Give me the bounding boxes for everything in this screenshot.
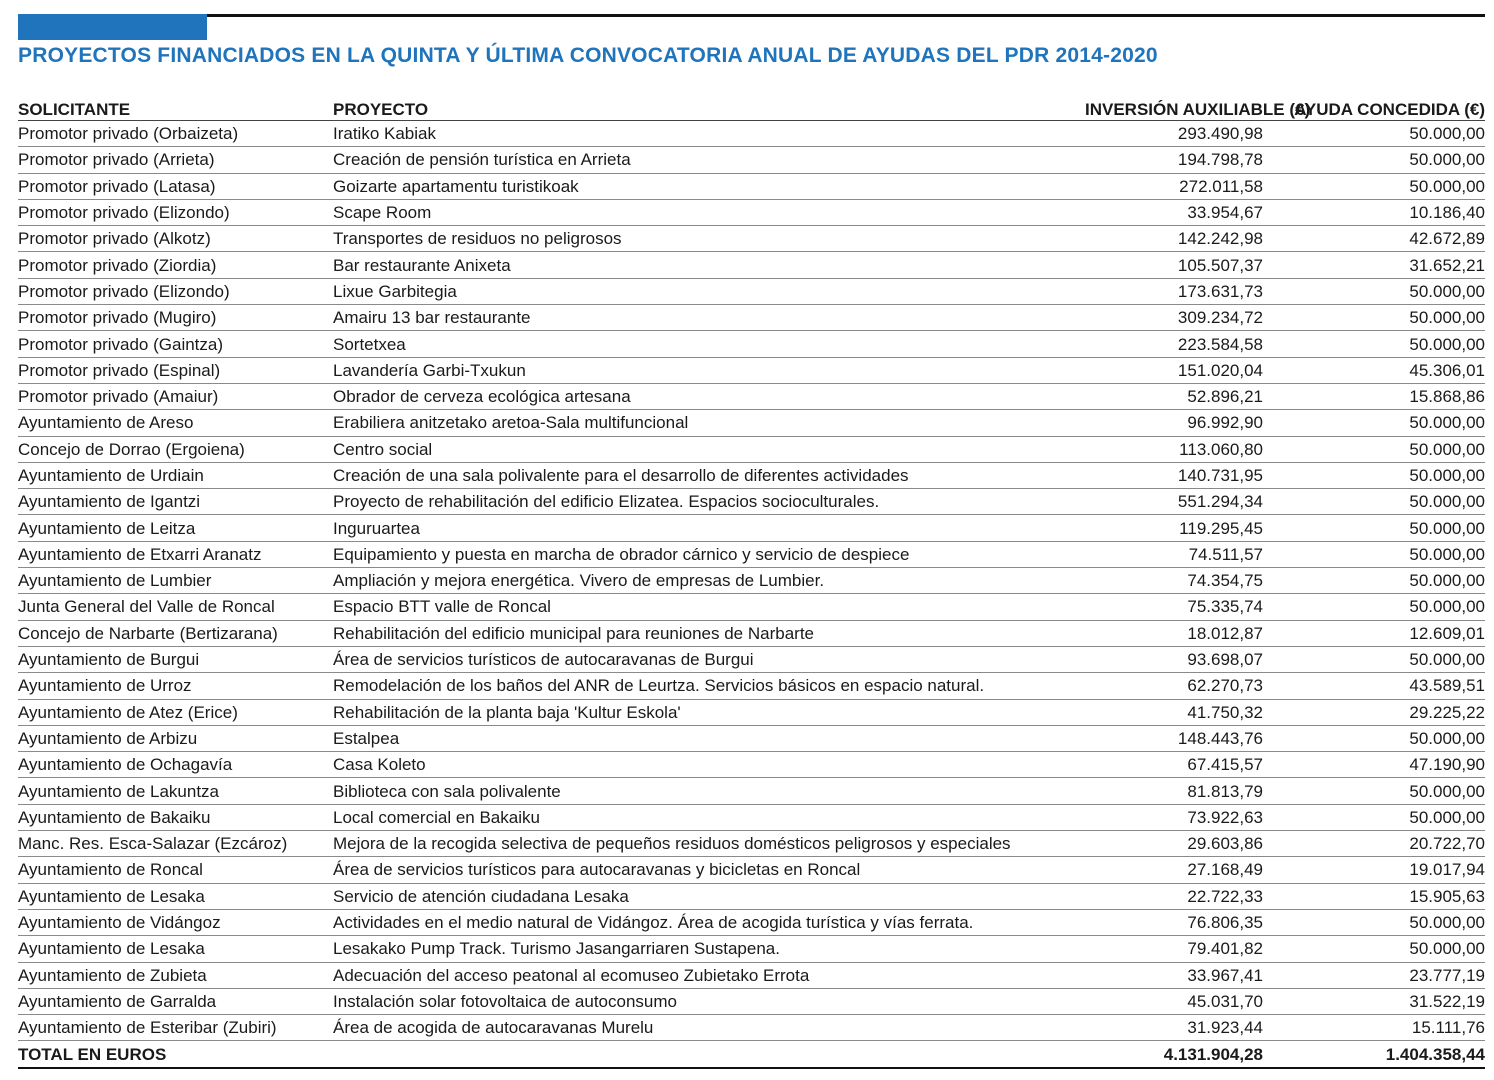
ayuda-cell: 50.000,00: [1263, 436, 1485, 462]
ayuda-cell: 43.589,51: [1263, 673, 1485, 699]
table-row: [18, 594, 1485, 620]
ayuda-cell: 50.000,00: [1263, 936, 1485, 962]
proyecto-cell: Lixue Garbitegia: [330, 278, 1085, 304]
solicitante-cell: Promotor privado (Latasa): [18, 173, 330, 199]
inversion-cell: 67.415,57: [1085, 752, 1263, 778]
proyecto-cell: Erabiliera anitzetako aretoa-Sala multifuncional: [330, 410, 1085, 436]
proyecto-cell: Mejora de la recogida selectiva de pequeños residuos domésticos peligrosos y especiales: [330, 831, 1085, 857]
table-row: [18, 1015, 1485, 1041]
inversion-cell: 73.922,63: [1085, 804, 1263, 830]
inversion-cell: 75.335,74: [1085, 594, 1263, 620]
table-row: [18, 725, 1485, 751]
table-row: [18, 883, 1485, 909]
column-header-solicitante: SOLICITANTE: [18, 94, 330, 121]
inversion-cell: 173.631,73: [1085, 278, 1263, 304]
inversion-cell: 113.060,80: [1085, 436, 1263, 462]
ayuda-cell: 50.000,00: [1263, 778, 1485, 804]
ayuda-cell: 50.000,00: [1263, 594, 1485, 620]
page-title: PROYECTOS FINANCIADOS EN LA QUINTA Y ÚLTIMA CONVOCATORIA ANUAL DE AYUDAS DEL PDR 2014-2020: [18, 44, 1158, 67]
total-label: TOTAL EN EUROS: [18, 1041, 330, 1068]
table-row: [18, 331, 1485, 357]
total-row: [18, 1041, 1485, 1068]
table-row: [18, 278, 1485, 304]
solicitante-cell: Ayuntamiento de Garralda: [18, 988, 330, 1014]
table-row: [18, 804, 1485, 830]
top-accent-block: [18, 14, 207, 40]
table-row: [18, 199, 1485, 225]
ayuda-cell: 50.000,00: [1263, 804, 1485, 830]
inversion-cell: 62.270,73: [1085, 673, 1263, 699]
proyecto-cell: Ampliación y mejora energética. Vivero de empresas de Lumbier.: [330, 568, 1085, 594]
table-row: [18, 147, 1485, 173]
solicitante-cell: Ayuntamiento de Roncal: [18, 857, 330, 883]
solicitante-cell: Concejo de Narbarte (Bertizarana): [18, 620, 330, 646]
solicitante-cell: Ayuntamiento de Urdiain: [18, 462, 330, 488]
proyecto-cell: Adecuación del acceso peatonal al ecomuseo Zubietako Errota: [330, 962, 1085, 988]
proyecto-cell: Sortetxea: [330, 331, 1085, 357]
proyecto-cell: Área de acogida de autocaravanas Murelu: [330, 1015, 1085, 1041]
inversion-cell: 22.722,33: [1085, 883, 1263, 909]
solicitante-cell: Promotor privado (Ziordia): [18, 252, 330, 278]
proyecto-cell: Centro social: [330, 436, 1085, 462]
table-row: [18, 962, 1485, 988]
table-row: [18, 252, 1485, 278]
table-row: [18, 357, 1485, 383]
solicitante-cell: Ayuntamiento de Atez (Erice): [18, 699, 330, 725]
proyecto-cell: Bar restaurante Anixeta: [330, 252, 1085, 278]
ayuda-cell: 50.000,00: [1263, 147, 1485, 173]
solicitante-cell: Ayuntamiento de Lumbier: [18, 568, 330, 594]
ayuda-cell: 15.905,63: [1263, 883, 1485, 909]
table-row: [18, 778, 1485, 804]
inversion-cell: 551.294,34: [1085, 489, 1263, 515]
table-row: [18, 988, 1485, 1014]
ayuda-cell: 12.609,01: [1263, 620, 1485, 646]
solicitante-cell: Ayuntamiento de Bakaiku: [18, 804, 330, 830]
column-header-inversion: INVERSIÓN AUXILIABLE (€): [1085, 94, 1263, 121]
ayuda-cell: 31.652,21: [1263, 252, 1485, 278]
table-row: [18, 226, 1485, 252]
solicitante-cell: Promotor privado (Elizondo): [18, 278, 330, 304]
table-row: [18, 620, 1485, 646]
proyecto-cell: Obrador de cerveza ecológica artesana: [330, 383, 1085, 409]
solicitante-cell: Promotor privado (Mugiro): [18, 305, 330, 331]
total-empty: [330, 1041, 1085, 1068]
proyecto-cell: Creación de pensión turística en Arrieta: [330, 147, 1085, 173]
ayuda-cell: 19.017,94: [1263, 857, 1485, 883]
inversion-cell: 33.954,67: [1085, 199, 1263, 225]
table-row: [18, 462, 1485, 488]
table-row: [18, 673, 1485, 699]
ayuda-cell: 31.522,19: [1263, 988, 1485, 1014]
table-row: [18, 173, 1485, 199]
inversion-cell: 29.603,86: [1085, 831, 1263, 857]
ayuda-cell: 29.225,22: [1263, 699, 1485, 725]
proyecto-cell: Lesakako Pump Track. Turismo Jasangarriaren Sustapena.: [330, 936, 1085, 962]
table-row: [18, 568, 1485, 594]
solicitante-cell: Concejo de Dorrao (Ergoiena): [18, 436, 330, 462]
proyecto-cell: Rehabilitación de la planta baja 'Kultur Eskola': [330, 699, 1085, 725]
table-row: [18, 831, 1485, 857]
solicitante-cell: Manc. Res. Esca-Salazar (Ezcároz): [18, 831, 330, 857]
solicitante-cell: Ayuntamiento de Esteribar (Zubiri): [18, 1015, 330, 1041]
inversion-cell: 148.443,76: [1085, 725, 1263, 751]
proyecto-cell: Remodelación de los baños del ANR de Leurtza. Servicios básicos en espacio natural.: [330, 673, 1085, 699]
inversion-cell: 41.750,32: [1085, 699, 1263, 725]
solicitante-cell: Ayuntamiento de Igantzi: [18, 489, 330, 515]
ayuda-cell: 50.000,00: [1263, 568, 1485, 594]
solicitante-cell: Promotor privado (Orbaizeta): [18, 121, 330, 147]
proyecto-cell: Iratiko Kabiak: [330, 121, 1085, 147]
column-header-proyecto: PROYECTO: [330, 94, 1085, 121]
solicitante-cell: Ayuntamiento de Urroz: [18, 673, 330, 699]
proyecto-cell: Lavandería Garbi-Txukun: [330, 357, 1085, 383]
ayuda-cell: 45.306,01: [1263, 357, 1485, 383]
solicitante-cell: Ayuntamiento de Ochagavía: [18, 752, 330, 778]
inversion-cell: 93.698,07: [1085, 646, 1263, 672]
solicitante-cell: Ayuntamiento de Etxarri Aranatz: [18, 541, 330, 567]
ayuda-cell: 50.000,00: [1263, 305, 1485, 331]
ayuda-cell: 50.000,00: [1263, 725, 1485, 751]
proyecto-cell: Scape Room: [330, 199, 1085, 225]
ayuda-cell: 50.000,00: [1263, 646, 1485, 672]
table-row: [18, 489, 1485, 515]
inversion-cell: 105.507,37: [1085, 252, 1263, 278]
ayuda-cell: 50.000,00: [1263, 489, 1485, 515]
proyecto-cell: Espacio BTT valle de Roncal: [330, 594, 1085, 620]
solicitante-cell: Promotor privado (Alkotz): [18, 226, 330, 252]
table-row: [18, 541, 1485, 567]
ayuda-cell: 47.190,90: [1263, 752, 1485, 778]
proyecto-cell: Servicio de atención ciudadana Lesaka: [330, 883, 1085, 909]
table-row: [18, 515, 1485, 541]
proyecto-cell: Transportes de residuos no peligrosos: [330, 226, 1085, 252]
proyecto-cell: Área de servicios turísticos de autocaravanas de Burgui: [330, 646, 1085, 672]
inversion-cell: 272.011,58: [1085, 173, 1263, 199]
table-row: [18, 699, 1485, 725]
total-inversion: 4.131.904,28: [1085, 1041, 1263, 1068]
proyecto-cell: Amairu 13 bar restaurante: [330, 305, 1085, 331]
table-row: [18, 857, 1485, 883]
table-row: [18, 752, 1485, 778]
solicitante-cell: Ayuntamiento de Vidángoz: [18, 909, 330, 935]
inversion-cell: 81.813,79: [1085, 778, 1263, 804]
ayuda-cell: 10.186,40: [1263, 199, 1485, 225]
solicitante-cell: Ayuntamiento de Lesaka: [18, 883, 330, 909]
proyecto-cell: Actividades en el medio natural de Vidángoz. Área de acogida turística y vías ferrata.: [330, 909, 1085, 935]
ayuda-cell: 50.000,00: [1263, 541, 1485, 567]
solicitante-cell: Junta General del Valle de Roncal: [18, 594, 330, 620]
proyecto-cell: Área de servicios turísticos para autocaravanas y bicicletas en Roncal: [330, 857, 1085, 883]
solicitante-cell: Ayuntamiento de Areso: [18, 410, 330, 436]
ayuda-cell: 50.000,00: [1263, 462, 1485, 488]
solicitante-cell: Promotor privado (Amaiur): [18, 383, 330, 409]
ayuda-cell: 50.000,00: [1263, 173, 1485, 199]
inversion-cell: 79.401,82: [1085, 936, 1263, 962]
solicitante-cell: Promotor privado (Elizondo): [18, 199, 330, 225]
table-row: [18, 646, 1485, 672]
proyecto-cell: Goizarte apartamentu turistikoak: [330, 173, 1085, 199]
column-header-ayuda: AYUDA CONCEDIDA (€): [1263, 94, 1485, 121]
solicitante-cell: Ayuntamiento de Burgui: [18, 646, 330, 672]
inversion-cell: 31.923,44: [1085, 1015, 1263, 1041]
inversion-cell: 33.967,41: [1085, 962, 1263, 988]
table-row: [18, 410, 1485, 436]
proyecto-cell: Instalación solar fotovoltaica de autoconsumo: [330, 988, 1085, 1014]
table-row: [18, 436, 1485, 462]
proyecto-cell: Creación de una sala polivalente para el desarrollo de diferentes actividades: [330, 462, 1085, 488]
solicitante-cell: Promotor privado (Gaintza): [18, 331, 330, 357]
proyecto-cell: Estalpea: [330, 725, 1085, 751]
ayuda-cell: 50.000,00: [1263, 121, 1485, 147]
table-row: [18, 305, 1485, 331]
ayuda-cell: 15.111,76: [1263, 1015, 1485, 1041]
ayuda-cell: 50.000,00: [1263, 331, 1485, 357]
inversion-cell: 142.242,98: [1085, 226, 1263, 252]
inversion-cell: 293.490,98: [1085, 121, 1263, 147]
inversion-cell: 140.731,95: [1085, 462, 1263, 488]
table-row: [18, 383, 1485, 409]
solicitante-cell: Ayuntamiento de Arbizu: [18, 725, 330, 751]
ayuda-cell: 23.777,19: [1263, 962, 1485, 988]
proyecto-cell: Rehabilitación del edificio municipal para reuniones de Narbarte: [330, 620, 1085, 646]
inversion-cell: 223.584,58: [1085, 331, 1263, 357]
inversion-cell: 151.020,04: [1085, 357, 1263, 383]
proyecto-cell: Equipamiento y puesta en marcha de obrador cárnico y servicio de despiece: [330, 541, 1085, 567]
solicitante-cell: Promotor privado (Arrieta): [18, 147, 330, 173]
table-row: [18, 121, 1485, 147]
inversion-cell: 119.295,45: [1085, 515, 1263, 541]
solicitante-cell: Ayuntamiento de Zubieta: [18, 962, 330, 988]
proyecto-cell: Local comercial en Bakaiku: [330, 804, 1085, 830]
ayuda-cell: 50.000,00: [1263, 278, 1485, 304]
proyecto-cell: Casa Koleto: [330, 752, 1085, 778]
inversion-cell: 74.354,75: [1085, 568, 1263, 594]
inversion-cell: 45.031,70: [1085, 988, 1263, 1014]
solicitante-cell: Promotor privado (Espinal): [18, 357, 330, 383]
ayuda-cell: 42.672,89: [1263, 226, 1485, 252]
ayuda-cell: 20.722,70: [1263, 831, 1485, 857]
inversion-cell: 76.806,35: [1085, 909, 1263, 935]
ayuda-cell: 50.000,00: [1263, 410, 1485, 436]
inversion-cell: 18.012,87: [1085, 620, 1263, 646]
inversion-cell: 96.992,90: [1085, 410, 1263, 436]
ayuda-cell: 50.000,00: [1263, 515, 1485, 541]
inversion-cell: 74.511,57: [1085, 541, 1263, 567]
proyecto-cell: Biblioteca con sala polivalente: [330, 778, 1085, 804]
inversion-cell: 194.798,78: [1085, 147, 1263, 173]
top-rule: [18, 14, 1485, 17]
ayuda-cell: 15.868,86: [1263, 383, 1485, 409]
projects-table: [18, 94, 1485, 1069]
proyecto-cell: Proyecto de rehabilitación del edificio Elizatea. Espacios socioculturales.: [330, 489, 1085, 515]
ayuda-cell: 50.000,00: [1263, 909, 1485, 935]
solicitante-cell: Ayuntamiento de Lakuntza: [18, 778, 330, 804]
total-ayuda: 1.404.358,44: [1263, 1041, 1485, 1068]
proyecto-cell: Inguruartea: [330, 515, 1085, 541]
solicitante-cell: Ayuntamiento de Lesaka: [18, 936, 330, 962]
inversion-cell: 27.168,49: [1085, 857, 1263, 883]
table-row: [18, 936, 1485, 962]
solicitante-cell: Ayuntamiento de Leitza: [18, 515, 330, 541]
inversion-cell: 52.896,21: [1085, 383, 1263, 409]
inversion-cell: 309.234,72: [1085, 305, 1263, 331]
table-row: [18, 909, 1485, 935]
table-header-row: [18, 94, 1485, 121]
